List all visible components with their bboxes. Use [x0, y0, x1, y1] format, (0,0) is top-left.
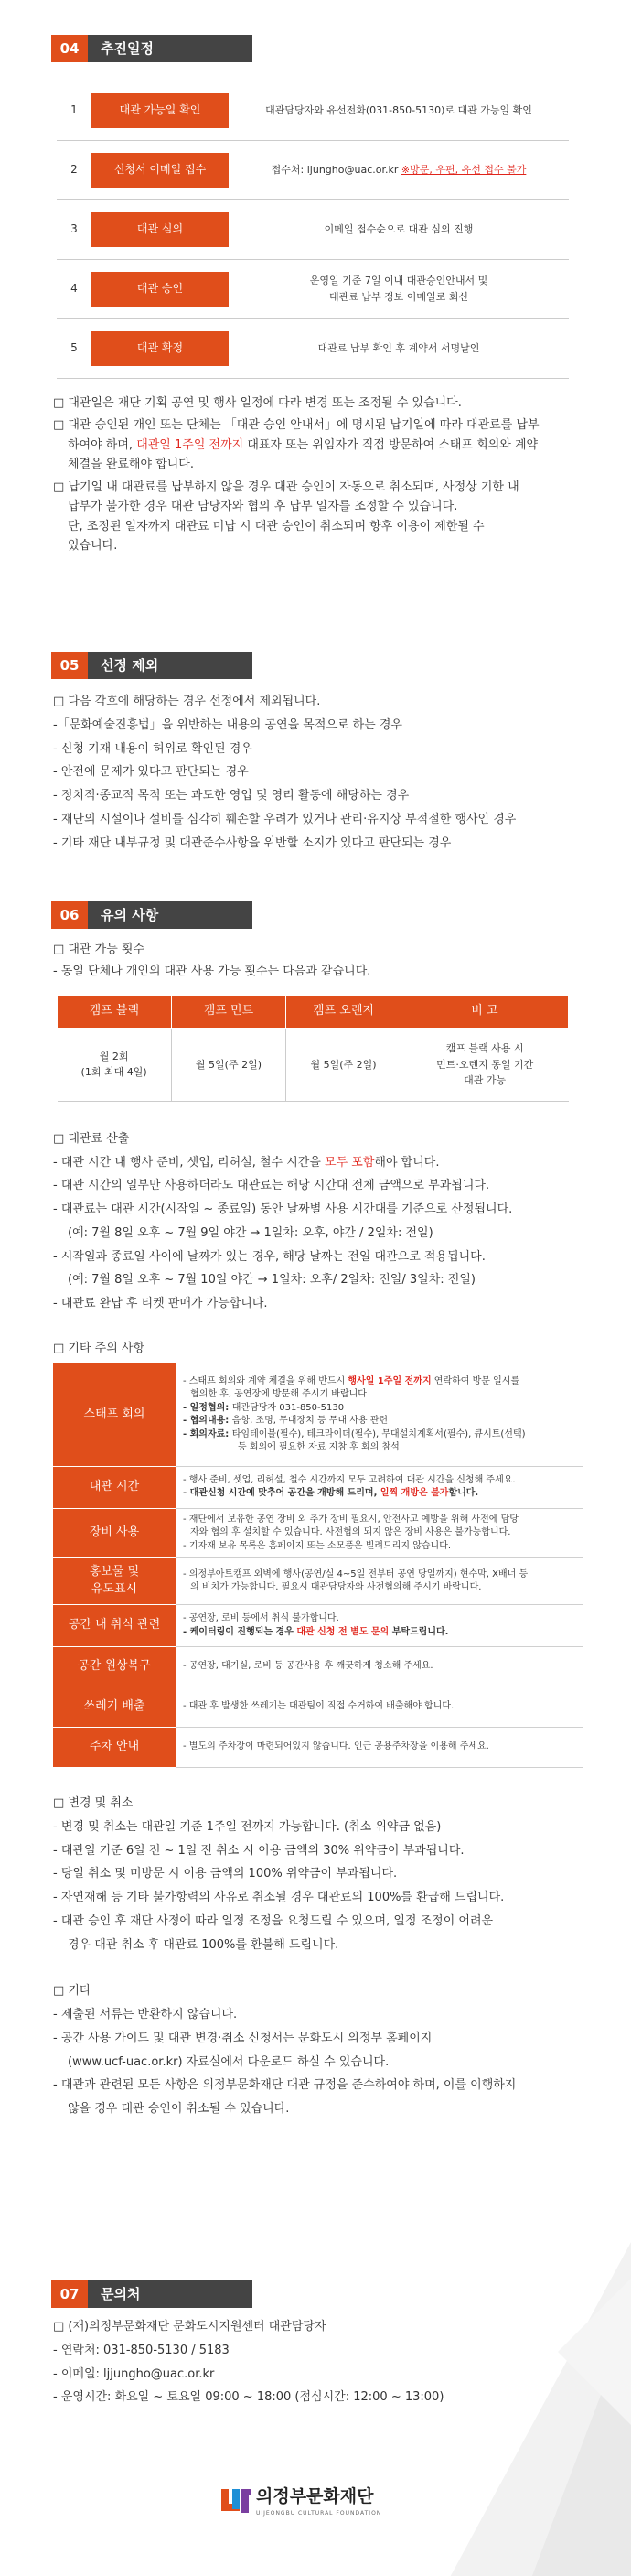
exclusion-item: - 기타 재단 내부규정 및 대관준수사항을 위반할 소지가 있다고 판단되는 경우 — [53, 835, 452, 850]
table-header: 캠프 블랙 — [58, 995, 172, 1028]
etc-section — [0, 1981, 631, 2120]
cancel-item: - 대관 승인 후 재단 사정에 따라 일정 조정을 요청드릴 수 있으며, 일정 조정이 어려운 — [53, 1913, 494, 1928]
desc-text: 협의한 후, 공연장에 방문해 주시기 바랍니다 — [190, 1389, 367, 1400]
notes-label: 대관 시간 — [53, 1466, 176, 1508]
section-title: 추진일정 — [88, 35, 252, 62]
notes-desc: - 별도의 주차장이 마련되어있지 않습니다. 인근 공용주차장을 이용해 주세요. — [176, 1728, 583, 1768]
contact-item: - 연락처: 031-850-5130 / 5183 — [53, 2343, 230, 2357]
step-description: 대관담당자와 유선전화(031-850-5130)로 대관 가능일 확인 — [265, 104, 532, 117]
table-row — [53, 1728, 583, 1768]
cancel-item: - 당일 취소 및 미방문 시 이용 금액의 100% 위약금이 부과됩니다. — [53, 1867, 398, 1881]
fee-item: - 대관료는 대관 시간(시작일 ~ 종료일) 동안 날짜별 사용 시간대를 기준으로 산정됩니다. — [53, 1202, 513, 1217]
schedule-notes — [0, 393, 631, 556]
subsection-heading: □ 기타 주의 사항 — [53, 1341, 145, 1355]
exclusion-item: - 안전에 문제가 있다고 판단되는 경우 — [53, 765, 249, 780]
note-text: □ 납기일 내 대관료를 납부하지 않을 경우 대관 승인이 자동으로 취소되며, 사정상 기한 내 — [53, 480, 519, 494]
section-header — [0, 2280, 631, 2308]
desc-highlight: 일찍 개방은 불가 — [380, 1488, 449, 1499]
usage-count-text — [0, 940, 631, 982]
table-row — [53, 1687, 583, 1728]
fee-item: - 대관 시간의 일부만 사용하더라도 대관료는 해당 시간대 전체 금액으로 부과됩니다. — [53, 1179, 490, 1193]
step-number: 4 — [70, 282, 78, 296]
section-number: 06 — [51, 901, 88, 929]
notes-label: 공간 원상복구 — [53, 1647, 176, 1687]
notes-label — [53, 1558, 176, 1605]
logo-text — [256, 2484, 381, 2517]
fee-example: (예: 7월 8일 오후 ~ 7월 10일 야간 → 1일차: 오후/ 2일차: 전일/ 3일차: 전일) — [68, 1273, 476, 1288]
foundation-logo — [219, 2484, 381, 2517]
table-row — [58, 1028, 569, 1101]
desc-text: - 케이터링이 진행되는 경우 — [183, 1626, 297, 1637]
etc-item: - 제출된 서류는 반환하지 않습니다. — [53, 2008, 238, 2021]
fee-item — [53, 1153, 594, 1174]
step-description — [229, 162, 569, 178]
step-label: 대관 심의 — [91, 212, 229, 247]
fee-example: (예: 7월 8일 오후 ~ 7월 9일 야간 → 1일차: 오후, 야간 / 2일차: 전일) — [68, 1225, 433, 1240]
step-warning: ※방문, 우편, 유선 접수 불가 — [401, 164, 527, 177]
step-description-line: 대관료 납부 정보 이메일로 회신 — [328, 291, 469, 303]
desc-text: - 의정부아트캠프 외벽에 행사(공연/실 4~5일 전부터 공연 당일까지) 현수막, X배너 등 — [183, 1568, 529, 1579]
cell-line: (1회 최대 4일) — [80, 1066, 147, 1079]
section-title: 유의 사항 — [88, 901, 252, 929]
section-06 — [0, 901, 631, 2123]
step-description-text: 접수처: ljungho@uac.or.kr — [271, 164, 401, 177]
note — [53, 415, 594, 474]
label-line: 유도표시 — [91, 1582, 138, 1597]
fee-section — [0, 1129, 631, 1315]
section-05 — [0, 652, 631, 857]
logo-english: UIJEONGBU CULTURAL FOUNDATION — [256, 2509, 382, 2517]
table-row — [53, 1466, 583, 1508]
desc-text: 등 회의에 필요한 자료 지참 후 회의 참석 — [238, 1442, 400, 1453]
notes-desc: - 공연장, 대기실, 로비 등 공간사용 후 깨끗하게 청소해 주세요. — [176, 1647, 583, 1687]
step-number: 1 — [70, 103, 78, 117]
table-cell — [58, 1028, 172, 1101]
desc-bold: - 회의자료: — [183, 1428, 232, 1439]
step-label: 대관 확정 — [91, 331, 229, 366]
table-row — [53, 1363, 583, 1466]
notes-label: 쓰레기 배출 — [53, 1687, 176, 1728]
step-description-line: 운영일 기준 7일 이내 대관승인안내서 및 — [309, 275, 488, 287]
exclusion-lead: □ 다음 각호에 해당하는 경우 선정에서 제외됩니다. — [53, 695, 321, 708]
step-number: 3 — [70, 222, 78, 236]
step-label: 신청서 이메일 접수 — [91, 153, 229, 188]
desc-text: - 공연장, 로비 등에서 취식 불가합니다. — [183, 1613, 339, 1623]
section-title: 문의처 — [88, 2280, 252, 2308]
fee-item: - 시작일과 종료일 사이에 날짜가 있는 경우, 해당 날짜는 전일 대관으로 적용됩니다. — [53, 1249, 486, 1264]
table-row — [53, 1508, 583, 1558]
desc-text: 합니다. — [448, 1488, 479, 1499]
notes-desc — [176, 1558, 583, 1605]
section-07 — [0, 2280, 631, 2411]
note-text: 대표자 또는 위임자가 직접 방문하여 스태프 회의와 계약 — [243, 437, 539, 452]
exclusion-list — [0, 692, 631, 854]
cell-line: 민트·오렌지 동일 기간 — [436, 1058, 534, 1071]
desc-bold: - 협의내용: — [183, 1416, 232, 1427]
section-header — [0, 901, 631, 929]
cell-line: 대관 가능 — [464, 1074, 507, 1087]
notes-label: 장비 사용 — [53, 1508, 176, 1558]
schedule-row — [57, 260, 569, 319]
table-cell: 월 5일(주 2일) — [171, 1028, 286, 1101]
note-text: 하여야 하며, — [68, 437, 137, 452]
section-title: 선정 제외 — [88, 652, 252, 679]
step-label: 대관 승인 — [91, 272, 229, 307]
desc-bold: - 일정협의: — [183, 1402, 232, 1413]
exclusion-item: - 신청 기재 내용이 허위로 확인된 경우 — [53, 741, 252, 756]
section-number: 05 — [51, 652, 88, 679]
cancel-item: - 자연재해 등 기타 불가항력의 사유로 취소될 경우 대관료의 100%를 환급해 드립니다. — [53, 1891, 505, 1904]
fee-text: - 대관 시간 내 행사 준비, 셋업, 리허설, 철수 시간을 — [53, 1155, 326, 1169]
note-text: 있습니다. — [68, 539, 118, 554]
step-number: 2 — [70, 163, 78, 177]
table-cell: 월 5일(주 2일) — [286, 1028, 401, 1101]
step-label: 대관 가능일 확인 — [91, 93, 229, 128]
fee-item: - 대관료 완납 후 티켓 판매가 가능합니다. — [53, 1297, 268, 1311]
notes-label: 공간 내 취식 관련 — [53, 1605, 176, 1647]
label-line: 홍보물 및 — [89, 1565, 140, 1579]
notes-desc — [176, 1466, 583, 1508]
note-text: 체결을 완료해야 합니다. — [68, 458, 194, 472]
notes-table — [53, 1363, 583, 1768]
note-text: 단, 조정된 일자까지 대관료 미납 시 대관 승인이 취소되며 향후 이용이 제한될 수 — [68, 519, 485, 534]
step-description: 이메일 접수순으로 대관 심의 진행 — [324, 223, 474, 236]
subsection-heading: □ 대관 가능 횟수 — [53, 943, 145, 956]
notes-desc — [176, 1508, 583, 1558]
etc-item: - 공간 사용 가이드 및 대관 변경·취소 신청서는 문화도시 의정부 홈페이지 — [53, 2031, 433, 2045]
subsection-heading: □ 대관료 산출 — [53, 1131, 130, 1146]
cancel-item: - 변경 및 취소는 대관일 기준 1주일 전까지 가능합니다. (취소 위약금 없음) — [53, 1819, 442, 1834]
etc-item: 않을 경우 대관 승인이 취소될 수 있습니다. — [68, 2102, 290, 2116]
fee-highlight: 모두 포함 — [325, 1155, 375, 1169]
notes-label: 스태프 회의 — [53, 1363, 176, 1466]
table-row — [53, 1558, 583, 1605]
etc-item: (www.ucf-uac.or.kr) 자료실에서 다운로드 하실 수 있습니다. — [68, 2054, 390, 2069]
table-header: 캠프 민트 — [171, 995, 286, 1028]
cancel-item: - 대관일 기준 6일 전 ~ 1일 전 취소 시 이용 금액의 30% 위약금이 부과됩니다. — [53, 1843, 465, 1858]
table-header: 캠프 오렌지 — [286, 995, 401, 1028]
note — [53, 478, 594, 556]
desc-text: 연락하여 방문 일시를 — [431, 1375, 520, 1386]
table-row — [53, 1647, 583, 1687]
notes-desc: - 대관 후 발생한 쓰레기는 대관팀이 직접 수거하여 배출해야 합니다. — [176, 1687, 583, 1728]
notes-heading-wrap — [0, 1339, 631, 1358]
cancel-section — [0, 1794, 631, 1956]
note: □ 대관일은 재단 기획 공연 및 행사 일정에 따라 변경 또는 조정될 수 있습니다. — [53, 396, 462, 410]
step-description: 대관료 납부 확인 후 계약서 서명날인 — [317, 342, 480, 355]
schedule-row — [57, 81, 569, 141]
schedule-row — [57, 319, 569, 379]
notes-desc — [176, 1363, 583, 1466]
desc-text: 대관담당자 031-850-5130 — [231, 1402, 345, 1413]
contact-info — [0, 2317, 631, 2409]
cell-line: 월 2회 — [99, 1050, 129, 1062]
desc-text: - 재단에서 보유한 공연 장비 외 추가 장비 필요시, 안전사고 예방을 위해 사전에 담당 — [183, 1514, 519, 1525]
cell-line: 캠프 블랙 사용 시 — [445, 1041, 524, 1054]
note-text: □ 대관 승인된 개인 또는 단체는 「대관 승인 안내서」에 명시된 납기일에 따라 대관료를 납부 — [53, 418, 540, 433]
logo-korean: 의정부문화재단 — [256, 2486, 374, 2506]
logo-mark-icon — [219, 2485, 251, 2517]
schedule-row — [57, 141, 569, 200]
section-number: 04 — [51, 35, 88, 62]
section-header — [0, 652, 631, 679]
notes-desc — [176, 1605, 583, 1647]
exclusion-item: -「문화예술진흥법」을 위반하는 내용의 공연을 목적으로 하는 경우 — [53, 717, 402, 732]
exclusion-item: - 정치적·종교적 목적 또는 과도한 영업 및 영리 활동에 해당하는 경우 — [53, 789, 410, 803]
contact-item: - 이메일: ljjungho@uac.or.kr — [53, 2366, 215, 2381]
desc-text: 부탁드립니다. — [389, 1626, 449, 1637]
schedule-row — [57, 200, 569, 260]
desc-text: - 대관신청 시간에 맞추어 공간을 개방해 드리며, — [183, 1488, 380, 1499]
exclusion-item: - 재단의 시설이나 설비를 심각히 훼손할 우려가 있거나 관리·유지상 부적절한 행사인 경우 — [53, 812, 517, 826]
contact-item: - 운영시간: 화요일 ~ 토요일 09:00 ~ 18:00 (점심시간: 12:00 ~ 13:00) — [53, 2390, 444, 2405]
table-header: 비 고 — [401, 995, 568, 1028]
table-cell — [401, 1028, 568, 1101]
subsection-heading: □ 기타 — [53, 1984, 91, 1999]
desc-text: 음향, 조명, 무대장치 등 무대 사용 관련 — [231, 1416, 389, 1427]
desc-text: 타임테이블(필수), 테크라이더(필수), 무대설치계획서(필수), 큐시트(선택) — [231, 1428, 526, 1439]
desc-highlight: 대관 신청 전 별도 문의 — [296, 1626, 390, 1637]
desc-text: - 기자재 보유 목록은 홈페이지 또는 소모품은 빌려드리지 않습니다. — [183, 1540, 452, 1551]
desc-highlight: 행사일 1주일 전까지 — [348, 1375, 432, 1386]
etc-item: - 대관과 관련된 모든 사항은 의정부문화재단 대관 규정을 준수하여야 하며, 이를 이행하지 — [53, 2078, 517, 2093]
cancel-item: 경우 대관 취소 후 대관료 100%를 환불해 드립니다. — [68, 1937, 339, 1952]
section-number: 07 — [51, 2280, 88, 2308]
table-row — [53, 1605, 583, 1647]
desc-text: 자와 협의 후 설치할 수 있습니다. 사전협의 되지 않은 장비 사용은 불가능합니다. — [190, 1527, 511, 1538]
desc-text: - 행사 준비, 셋업, 리허설, 철수 시간까지 모두 고려하여 대관 시간을 신청해 주세요. — [183, 1474, 516, 1485]
desc-text: - 스태프 회의와 계약 체결을 위해 반드시 — [183, 1375, 348, 1386]
usage-count-table — [57, 995, 569, 1102]
fee-text: 해야 합니다. — [374, 1155, 440, 1169]
step-description — [229, 273, 569, 305]
section-04 — [0, 35, 631, 559]
notes-label: 주차 안내 — [53, 1728, 176, 1768]
note-text: 납부가 불가한 경우 대관 담당자와 협의 후 납부 일자를 조정할 수 있습니다. — [68, 500, 458, 514]
subsection-heading: □ 변경 및 취소 — [53, 1796, 134, 1810]
note-highlight: 대관일 1주일 전까지 — [136, 437, 244, 452]
step-number: 5 — [70, 341, 78, 355]
section-header — [0, 35, 631, 62]
subsection-text: - 동일 단체나 개인의 대관 사용 가능 횟수는 다음과 같습니다. — [53, 965, 371, 979]
schedule-table — [57, 81, 569, 379]
contact-org: □ (재)의정부문화재단 문화도시지원센터 대관담당자 — [53, 2320, 326, 2333]
desc-text: 의 비치가 가능합니다. 필요시 대관담당자와 사전협의해 주시기 바랍니다. — [190, 1582, 482, 1593]
